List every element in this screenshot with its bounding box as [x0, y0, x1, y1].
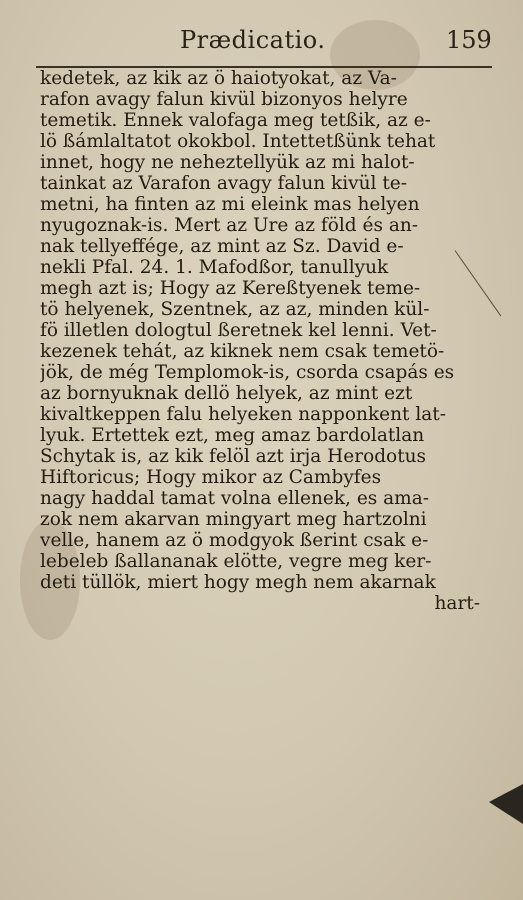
page-number: 159 [446, 26, 492, 54]
text-line: kedetek, az kik az ö haiotyokat, az Va- [40, 68, 397, 89]
text-line: tainkat az Varafon avagy falun kivül te- [40, 173, 407, 194]
text-line: jök, de még Templomok-is, csorda csapás es [40, 362, 455, 383]
text-line: Hiftoricus; Hogy mikor az Cambyfes [40, 467, 382, 488]
text-line: kivaltkeppen falu helyeken napponkent lat- [40, 404, 446, 425]
text-line: megh azt is; Hogy az Kereßtyenek teme- [40, 278, 421, 299]
catchword: hart- [434, 593, 480, 614]
running-title: Prædicatio. [180, 26, 326, 54]
text-line: fö illetlen dologtul ßeretnek kel lenni. Vet- [40, 320, 437, 341]
text-line: rafon avagy falun kivül bizonyos helyre [40, 89, 408, 110]
text-line: velle, hanem az ö modgyok ßerint csak e- [40, 530, 429, 551]
page-header [0, 26, 523, 62]
text-line: nyugoznak-is. Mert az Ure az föld és an- [40, 215, 419, 236]
text-line: zok nem akarvan mingyart meg hartzolni [40, 509, 427, 530]
text-line: innet, hogy ne neheztellyük az mi halot- [40, 152, 415, 173]
text-line: lö ßámlaltatot okokbol. Intettetßünk tehat [40, 131, 436, 152]
text-line: lebeleb ßallananak elötte, vegre meg ker- [40, 551, 432, 572]
text-line: Schytak is, az kik felöl azt irja Herodotus [40, 446, 427, 467]
text-line: deti tüllök, miert hogy megh nem akarnak [40, 572, 436, 593]
text-line: temetik. Ennek valofaga meg tetßik, az e- [40, 110, 431, 131]
text-line: tö helyenek, Szentnek, az az, minden kül- [40, 299, 430, 320]
text-line: lyuk. Ertettek ezt, meg amaz bardolatlan [40, 425, 425, 446]
body-text [40, 68, 500, 614]
text-line: nagy haddal tamat volna ellenek, es ama- [40, 488, 429, 509]
text-line: kezenek tehát, az kiknek nem csak temetö- [40, 341, 445, 362]
text-line: az bornyuknak dellö helyek, az mint ezt [40, 383, 413, 404]
text-line: metni, ha finten az mi eleink mas helyen [40, 194, 420, 215]
text-line: nekli Pfal. 24. 1. Mafodßor, tanullyuk [40, 257, 389, 278]
text-line: nak tellyeffége, az mint az Sz. David e- [40, 236, 404, 257]
torn-corner [489, 784, 523, 824]
